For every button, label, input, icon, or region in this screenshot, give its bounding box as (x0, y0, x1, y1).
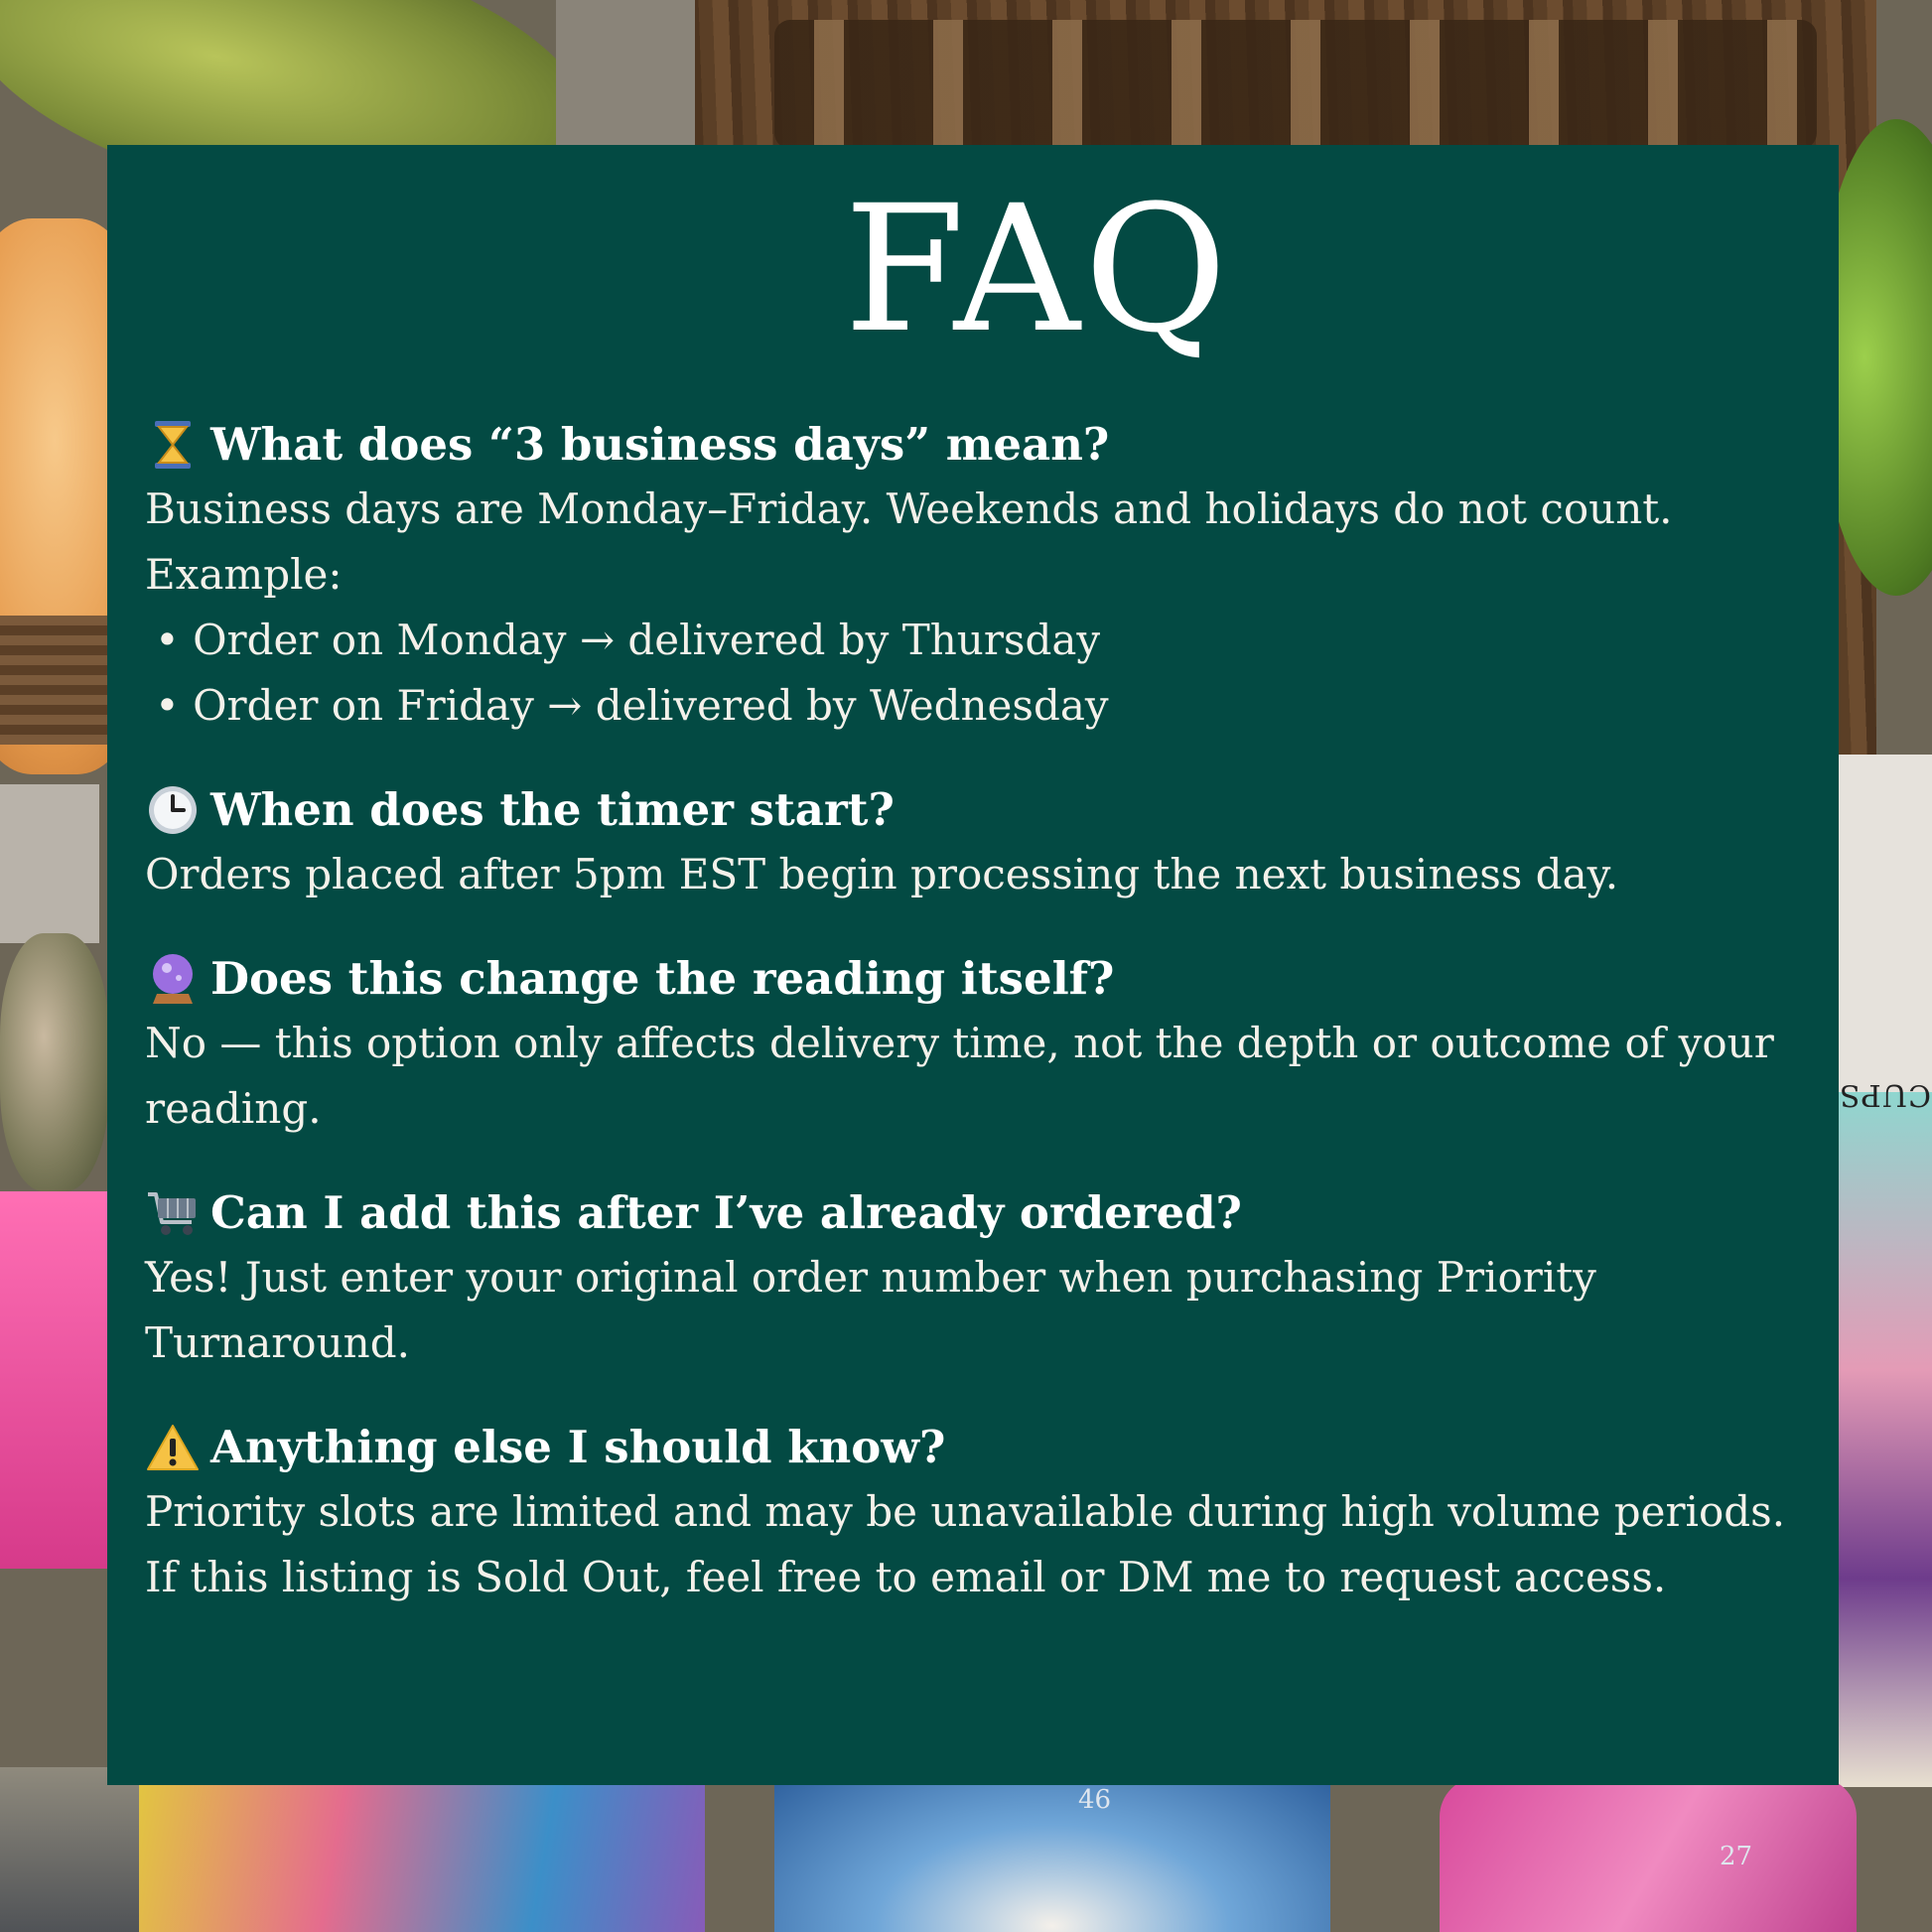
faq-answer-line: Priority slots are limited and may be unavailable during high volume periods. (145, 1487, 1786, 1536)
faq-question (145, 947, 1801, 1011)
warning-icon (145, 1420, 201, 1475)
jasper-stone (0, 933, 109, 1191)
faq-question-text: What does “3 business days” mean? (210, 418, 1110, 471)
crystal-ball-icon (145, 951, 201, 1007)
faq-item (145, 778, 1801, 907)
faq-answer (145, 842, 1801, 907)
card-number-27: 27 (1720, 1842, 1753, 1871)
list-item: • Order on Friday → delivered by Wednesday (155, 673, 1801, 739)
example-list (145, 608, 1801, 739)
card-number-46: 46 (1078, 1785, 1112, 1815)
white-card (1837, 755, 1932, 1092)
tarot-card-bottom-1 (139, 1767, 705, 1932)
faq-question-text: When does the timer start? (210, 783, 895, 836)
faq-answer-line: If this listing is Sold Out, feel free to email or DM me to request access. (145, 1553, 1667, 1601)
faq-item (145, 1181, 1801, 1376)
faq-question-text: Can I add this after I’ve already ordered? (210, 1186, 1242, 1239)
hourglass-icon (145, 417, 201, 473)
tarot-card-right (1837, 1092, 1932, 1787)
faq-answer (145, 1479, 1801, 1610)
grey-stone (0, 784, 99, 943)
faq-item (145, 1416, 1801, 1610)
faq-question (145, 1416, 1801, 1479)
faq-answer-line: Orders placed after 5pm EST begin processing the next business day. (145, 850, 1619, 898)
clock-icon (145, 782, 201, 838)
faq-answer-line: Business days are Monday–Friday. Weekends and holidays do not count. (145, 484, 1673, 533)
list-item: • Order on Monday → delivered by Thursday (155, 608, 1801, 673)
card-cups-label: CUPS (1839, 1077, 1931, 1112)
faq-question-text: Does this change the reading itself? (210, 952, 1115, 1005)
faq-answer-line: No — this option only affects delivery time, not the depth or outcome of your reading. (145, 1019, 1774, 1133)
grey-object (556, 0, 695, 149)
faq-question-text: Anything else I should know? (210, 1421, 946, 1473)
faq-item (145, 947, 1801, 1142)
faq-answer-line: Yes! Just enter your original order number when purchasing Priority Turnaround. (145, 1253, 1596, 1367)
faq-panel (107, 145, 1839, 1785)
faq-question (145, 413, 1801, 477)
pink-tray (0, 1191, 119, 1569)
bottom-left-object (0, 1767, 139, 1932)
shopping-cart-icon (145, 1185, 201, 1241)
page-title: FAQ (843, 168, 1232, 371)
faq-answer (145, 1011, 1801, 1142)
tarot-card-bottom-2 (774, 1767, 1330, 1932)
wood-carving (774, 20, 1817, 149)
faq-question (145, 778, 1801, 842)
tarot-card-bottom-3 (1440, 1777, 1857, 1932)
faq-question (145, 1181, 1801, 1245)
faq-answer-line: Example: (145, 550, 343, 599)
faq-answer (145, 1245, 1801, 1376)
faq-list (145, 413, 1801, 1610)
faq-item (145, 413, 1801, 739)
faq-answer (145, 477, 1801, 739)
